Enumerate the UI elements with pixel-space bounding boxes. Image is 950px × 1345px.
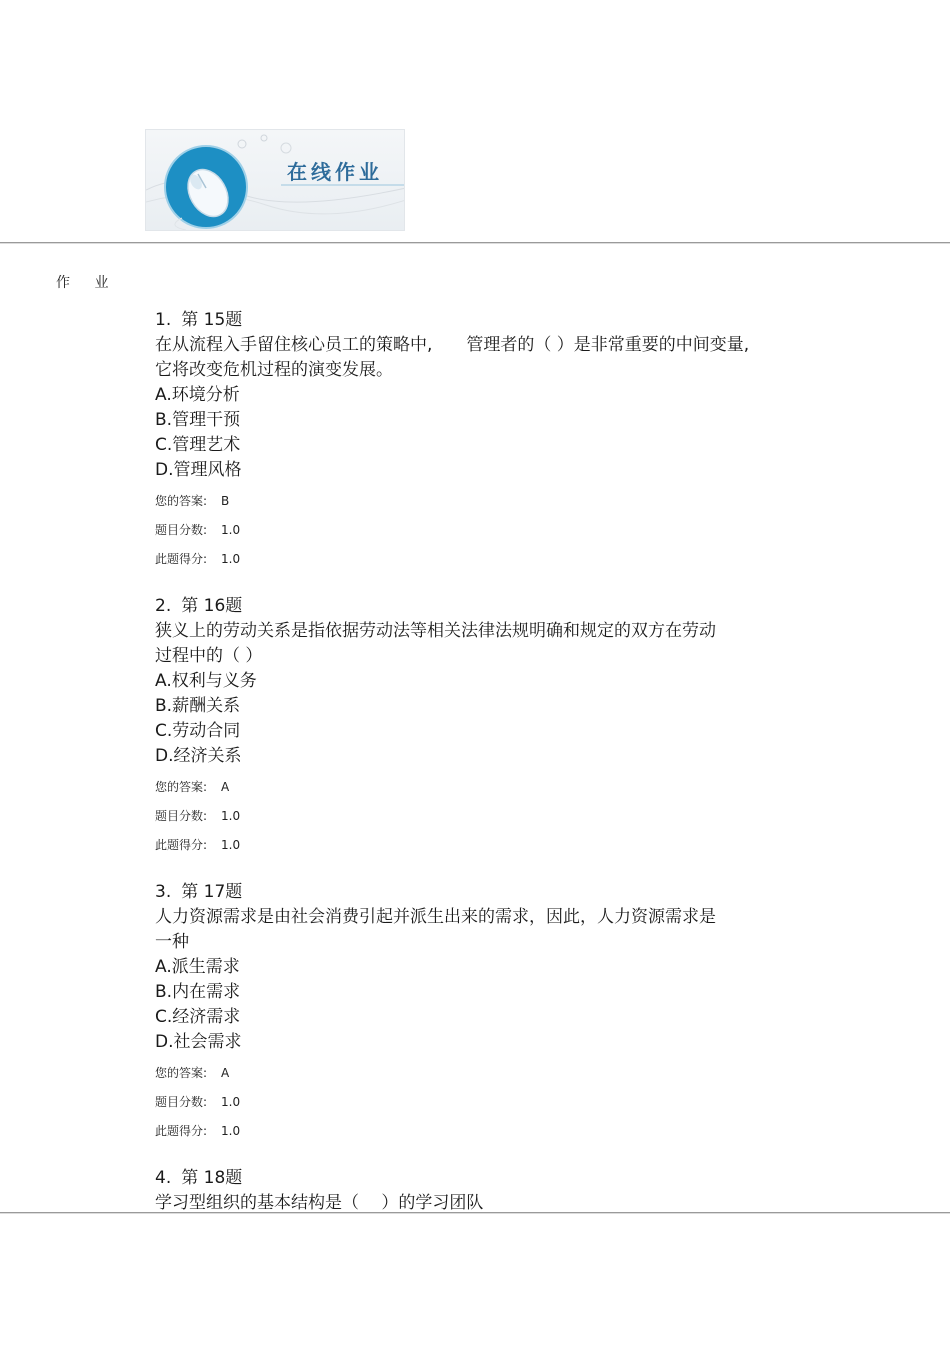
option-d: D.经济关系 (155, 746, 242, 766)
question-text-line: 在从流程入手留住核心员工的策略中, 管理者的（ ）是非常重要的中间变量, (155, 335, 750, 355)
earned-score: 此题得分: 1.0 (155, 838, 241, 852)
your-answer: 您的答案: B (155, 494, 230, 508)
question-title: 3. 第 17题 (155, 882, 243, 902)
option-a: A.环境分析 (155, 385, 240, 405)
option-b: B.管理干预 (155, 410, 241, 430)
question-title: 1. 第 15题 (155, 310, 243, 330)
question-list (155, 308, 795, 1212)
top-divider (0, 242, 950, 244)
question-item (155, 880, 795, 1166)
option-d: D.管理风格 (155, 460, 242, 480)
your-answer: 您的答案: A (155, 780, 230, 794)
option-d: D.社会需求 (155, 1032, 242, 1052)
earned-score: 此题得分: 1.0 (155, 552, 241, 566)
banner-title: 在线作业 (287, 160, 383, 184)
option-c: C.经济需求 (155, 1007, 241, 1027)
question-text-line: 学习型组织的基本结构是（ ）的学习团队 (155, 1193, 484, 1212)
earned-score: 此题得分: 1.0 (155, 1124, 241, 1138)
question-item (155, 308, 795, 594)
section-label: 作 业 (56, 275, 119, 291)
banner (145, 129, 405, 231)
question-text-line: 人力资源需求是由社会消费引起并派生出来的需求，因此，人力资源需求是 (155, 907, 716, 927)
option-a: A.派生需求 (155, 957, 240, 977)
option-a: A.权利与义务 (155, 671, 257, 691)
your-answer: 您的答案: A (155, 1066, 230, 1080)
question-title: 4. 第 18题 (155, 1168, 243, 1188)
question-item (155, 594, 795, 880)
question-score: 题目分数: 1.0 (155, 1095, 241, 1109)
question-text-line: 它将改变危机过程的演变发展。 (155, 360, 393, 380)
option-c: C.管理艺术 (155, 435, 241, 455)
option-c: C.劳动合同 (155, 721, 241, 741)
question-text-line: 一种 (155, 932, 189, 952)
question-text-line: 狭义上的劳动关系是指依据劳动法等相关法律法规明确和规定的双方在劳动 (155, 621, 716, 641)
bottom-divider (0, 1212, 950, 1214)
option-b: B.薪酬关系 (155, 696, 241, 716)
option-b: B.内在需求 (155, 982, 241, 1002)
question-title: 2. 第 16题 (155, 596, 243, 616)
question-score: 题目分数: 1.0 (155, 809, 241, 823)
question-score: 题目分数: 1.0 (155, 523, 241, 537)
question-text-line: 过程中的（ ） (155, 646, 263, 666)
question-item (155, 1166, 795, 1212)
